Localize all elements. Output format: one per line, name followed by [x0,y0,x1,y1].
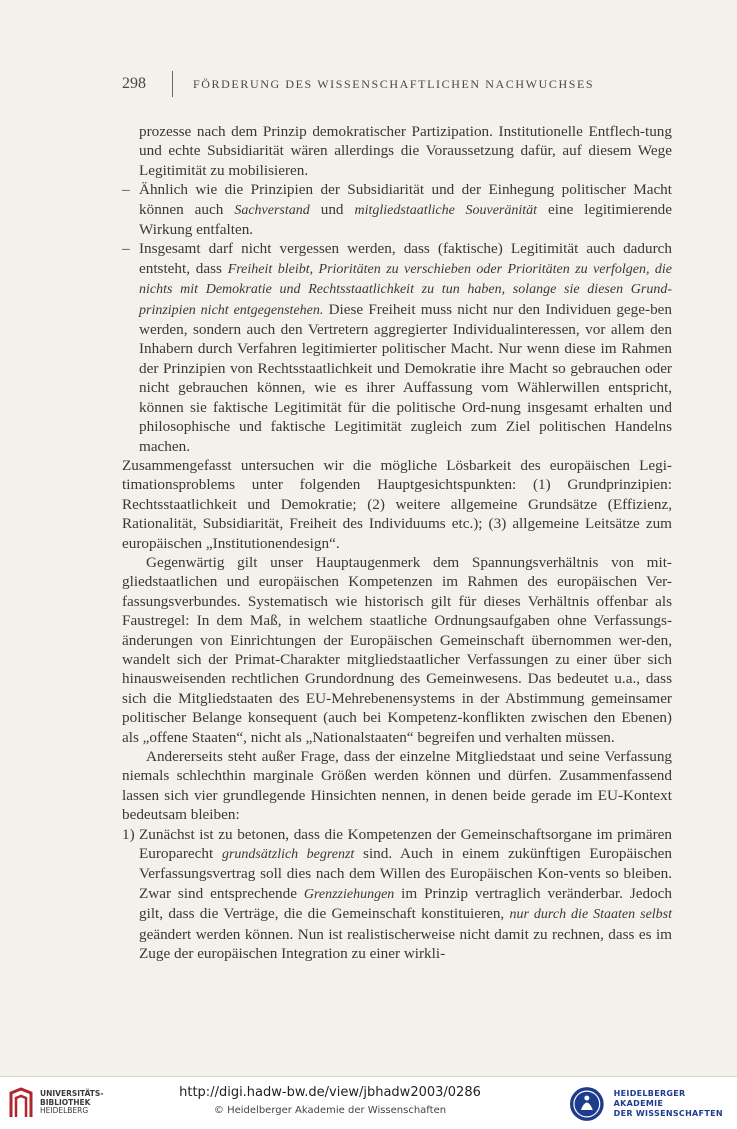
paragraph: Zusammengefasst untersuchen wir die mögliche Lösbarkeit des europäischen Legi-timationsproblems unter folgenden Hauptgesichtspunkten: (1) Grundprinzipien: Rechtsstaatlichkeit und Demokratie; (2) weitere allgemeine Grundsätze (Effizienz, Rationalität, Subsidiarität, Freiheit des Individuums etc.); (3) allgemeine Leitsätze zum europäischen „Institutionendesign“. [122,456,672,552]
library-name-line: UNIVERSITÄTS- [40,1089,104,1099]
library-name-line: HEIDELBERG [40,1106,89,1116]
library-emblem-icon [8,1087,34,1119]
permalink-url[interactable]: http://digi.hadw-bw.de/view/jbhadw2003/0286 [179,1085,481,1100]
academy-name-line: HEIDELBERGER AKADEMIE [613,1089,686,1108]
page-number: 298 [122,75,146,92]
body-text [122,122,672,963]
header-divider [172,71,173,97]
digital-library-footer [0,1076,737,1129]
academy-logo[interactable] [568,1085,737,1123]
paragraph: Andererseits steht außer Frage, dass der einzelne Mitgliedstaat und seine Verfassung niemals schlechthin marginale Größen werden können und dürfen. Zusammenfassend lassen sich vier grundlegende Hinsichten nennen, in denen beide gerade im EU-Kontext bedeutsam bleiben: [122,748,672,824]
library-name-line: BIBLIOTHEK [40,1097,91,1107]
paragraph-continuation: prozesse nach dem Prinzip demokratischer Partizipation. Institutionelle Entflech-tung und echte Subsidiarität wären allerdings die Voraussetzung dafür, auf diesem Wege Legitimität zu mobilisieren. [139,123,672,179]
numbered-list-item: 1) Zunächst ist zu betonen, dass die Kompetenzen der Gemeinschaftsorgane im primären Europarecht grundsätzlich begrenzt sind. Auch in einem zukünftigen Europäischen Verfassungsvertrag soll dies nach dem Willen des Europäischen Kon-vents so bleiben. Zwar sind entsprechende Grenzziehungen im Prinzip vertraglich veränderbar. Jedoch gilt, dass die Verträge, die die Gemeinschaft konstituieren, nur durch die Staaten selbst geändert werden können. Nun ist realistischerweise nicht damit zu rechnen, dass es im Zuge der europäischen Integration zu einer wirkli- [122,825,673,963]
running-title: FÖRDERUNG DES WISSENSCHAFTLICHEN NACHWUCHSES [193,76,595,91]
list-number: 1) [122,825,135,843]
library-logo[interactable] [8,1087,103,1119]
dash-list-item: – Ähnlich wie die Prinzipien der Subsidiarität und der Einhegung politischer Macht können auch Sachverstand und mitgliedstaatliche Souveränität eine legitimierende Wirkung entfalten. [122,181,672,239]
copyright-notice: © Heidelberger Akademie der Wissenschaften [213,1105,447,1116]
academy-name-line: DER WISSENSCHAFTEN [613,1109,723,1118]
running-head [122,74,594,94]
dash-marker: – [122,240,130,258]
dash-marker: – [122,181,130,199]
academy-seal-icon [568,1085,606,1123]
dash-list-item: – Insgesamt darf nicht vergessen werden, dass (faktische) Legitimität auch dadurch entsteht, dass Freiheit bleibt, Prioritäten zu verschieben oder Prioritäten zu verfolgen, die nichts mit Demokratie und Rechtsstaatlichkeit zu tun haben, solange sie diesen Grund-prinzipien nicht entgegenstehen. Diese Freiheit muss nicht nur den Individuen gege-ben werden, sondern auch den Vertretern aggregierter Individualinteressen, vor allem den Inhabern durch Verfahren legitimierter politischer Macht. Nur wenn diese im Rahmen der Prinzipien von Rechtsstaatlichkeit und Demokratie ihre Macht so gebrauchen oder nicht gebrauchen können, wie es ihrer Auffassung vom Wählerwillen entspricht, können sie faktische Legitimität für die politische Ord-nung insgesamt erhalten und philosophische und faktische Legitimität zugleich zum Ziel politischen Handelns machen. [122,240,672,455]
paragraph: Gegenwärtig gilt unser Hauptaugenmerk dem Spannungsverhältnis von mit-gliedstaatlichen und europäischen Kompetenzen im Rahmen des europäischen Ver-fassungsverbundes. Systematisch wie historisch gilt für dieses Verhältnis offenbar als Faustregel: In dem Maß, in welchem staatliche Ordnungsaufgaben ohne Verfassungs-änderungen von Einrichtungen der Europäischen Gemeinschaft übernommen wer-den, wandelt sich der Primat-Charakter mitgliedstaatlicher Verfassungen zu einer über sich hinausweisenden rechtlichen Grundordnung des Gemeinwesens. Das bedeutet u.a., dass sich die Mitgliedstaaten des EU-Mehrebenensystems in der Abstimmung gemeinsamer politischer Belange konsequent (auch bei Kompetenz-konflikten zwischen den Ebenen) als „offene Staaten“, nicht als „Nationalstaaten“ begreifen und verhalten müssen. [122,553,672,746]
